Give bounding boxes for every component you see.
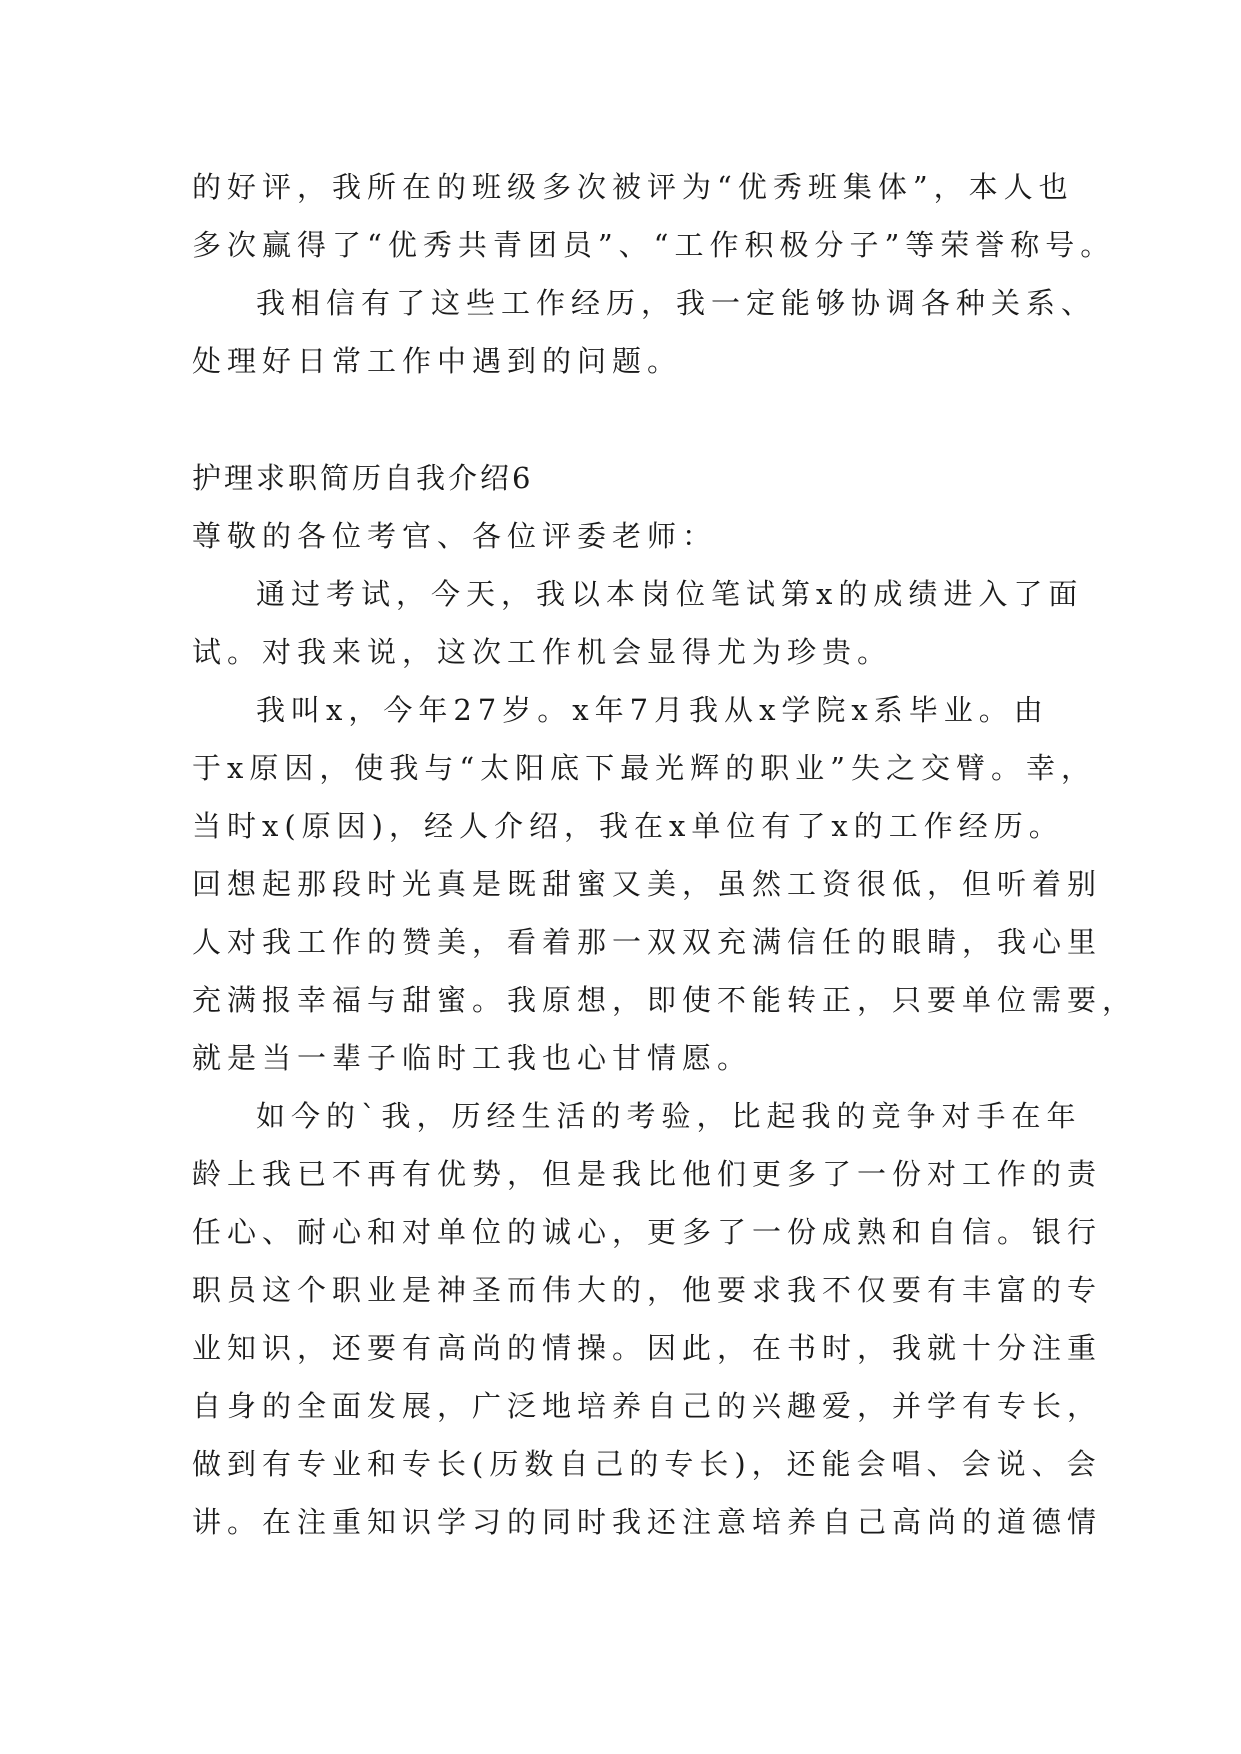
text-line: 多次赢得了“优秀共青团员”、“工作积极分子”等荣誉称号。 bbox=[192, 228, 1116, 262]
text-line: 的好评，我所在的班级多次被评为“优秀班集体”，本人也 bbox=[192, 170, 1074, 204]
text-line: 于x原因，使我与“太阳底下最光辉的职业”失之交臂。幸， bbox=[192, 751, 1097, 785]
text-line: 就是当一辈子临时工我也心甘情愿。 bbox=[192, 1041, 753, 1075]
text-line: 龄上我已不再有优势，但是我比他们更多了一份对工作的责 bbox=[192, 1157, 1103, 1191]
text-line: 通过考试，今天，我以本岗位笔试第x的成绩进入了面 bbox=[256, 577, 1084, 611]
text-line: 自身的全面发展，广泛地培养自己的兴趣爱，并学有专长， bbox=[192, 1389, 1103, 1423]
section-title: 护理求职简历自我介绍6 bbox=[192, 461, 534, 495]
text-line: 职员这个职业是神圣而伟大的，他要求我不仅要有丰富的专 bbox=[192, 1273, 1103, 1307]
text-line: 试。对我来说，这次工作机会显得尤为珍贵。 bbox=[192, 635, 893, 669]
text-line: 任心、耐心和对单位的诚心，更多了一份成熟和自信。银行 bbox=[192, 1215, 1103, 1249]
text-line: 充满报幸福与甜蜜。我原想，即使不能转正，只要单位需要， bbox=[192, 983, 1138, 1017]
text-line: 处理好日常工作中遇到的问题。 bbox=[192, 344, 683, 378]
text-line: 回想起那段时光真是既甜蜜又美，虽然工资很低，但听着别 bbox=[192, 867, 1103, 901]
text-line: 做到有专业和专长(历数自己的专长)，还能会唱、会说、会 bbox=[192, 1447, 1102, 1481]
text-line: 讲。在注重知识学习的同时我还注意培养自己高尚的道德情 bbox=[192, 1505, 1103, 1539]
text-line: 如今的`我，历经生活的考验，比起我的竞争对手在年 bbox=[256, 1099, 1082, 1133]
text-line: 业知识，还要有高尚的情操。因此，在书时，我就十分注重 bbox=[192, 1331, 1103, 1365]
text-line: 我叫x，今年27岁。x年7月我从x学院x系毕业。由 bbox=[256, 693, 1049, 727]
text-line: 我相信有了这些工作经历，我一定能够协调各种关系、 bbox=[256, 286, 1097, 320]
text-line: 当时x(原因)，经人介绍，我在x单位有了x的工作经历。 bbox=[192, 809, 1064, 843]
salutation: 尊敬的各位考官、各位评委老师： bbox=[192, 519, 718, 553]
text-line: 人对我工作的赞美，看着那一双双充满信任的眼睛，我心里 bbox=[192, 925, 1103, 959]
